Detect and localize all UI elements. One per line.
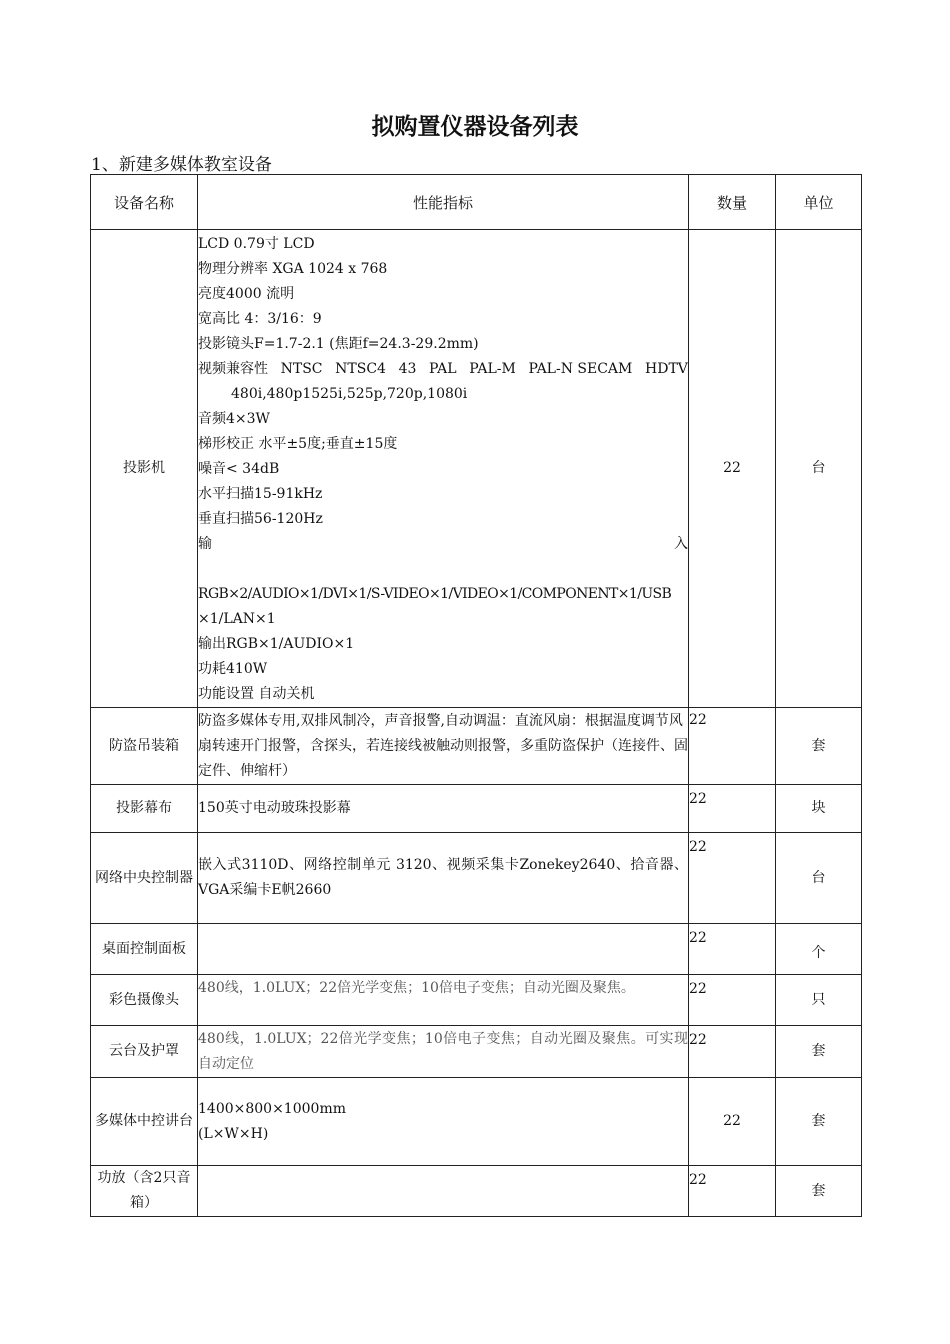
equipment-qty: 22: [689, 924, 776, 975]
section-heading: 1、新建多媒体教室设备: [91, 155, 272, 175]
equipment-unit: 套: [776, 1166, 862, 1217]
table-row: [91, 708, 862, 785]
spec-line: 投影镜头F=1.7-2.1 (焦距f=24.3-29.2mm): [198, 336, 479, 352]
equipment-qty: 22: [689, 1026, 776, 1078]
equipment-name: 功放（含2只音箱）: [91, 1166, 198, 1217]
page-title: 拟购置仪器设备列表: [371, 114, 579, 140]
equipment-unit: 套: [776, 1026, 862, 1078]
spec-line: 垂直扫描56-120Hz: [198, 511, 323, 527]
spec-line: 梯形校正 水平±5度;垂直±15度: [198, 436, 398, 452]
equipment-unit: 个: [776, 924, 862, 975]
equipment-table: [90, 174, 862, 1217]
table-row: [91, 924, 862, 975]
spec-line: 输出RGB×1/AUDIO×1: [198, 636, 355, 652]
spec-word: HDTV: [645, 361, 688, 377]
spec-line: 480i,480p1525i,525p,720p,1080i: [231, 386, 468, 402]
equipment-spec: 防盗多媒体专用,双排风制冷，声音报警,自动调温：直流风扇：根据温度调节风扇转速开门报警，含探头，若连接线被触动则报警，多重防盗保护（连接件、固定件、伸缩杆）: [198, 708, 689, 785]
column-header-spec: 性能指标: [198, 175, 689, 230]
spec-line: [198, 532, 688, 557]
equipment-qty: 22: [689, 1078, 776, 1166]
equipment-qty: 22: [689, 833, 776, 924]
table-row: [91, 833, 862, 924]
equipment-spec: 嵌入式3110D、网络控制单元 3120、视频采集卡Zonekey2640、拾音器、VGA采编卡E帆2660: [198, 833, 689, 924]
equipment-unit: 台: [776, 230, 862, 708]
equipment-unit: 套: [776, 1078, 862, 1166]
table-row: [91, 1166, 862, 1217]
equipment-unit: 块: [776, 785, 862, 833]
spec-word: PAL-N SECAM: [528, 361, 633, 377]
equipment-spec: [198, 230, 689, 708]
spec-line: 1400×800×1000mm: [198, 1100, 346, 1117]
equipment-spec: [198, 1166, 689, 1217]
equipment-name: 桌面控制面板: [91, 924, 198, 975]
equipment-unit: 只: [776, 975, 862, 1026]
spec-line: 音频4×3W: [198, 411, 270, 427]
spec-line: 功能设置 自动关机: [198, 686, 315, 702]
equipment-spec: 480线，1.0LUX；22倍光学变焦；10倍电子变焦；自动光圈及聚焦。: [198, 975, 689, 1026]
table-row: [91, 1078, 862, 1166]
equipment-name: 投影机: [91, 230, 198, 708]
table-header-row: [91, 175, 862, 230]
table-row: [91, 230, 862, 708]
equipment-spec: 480线，1.0LUX；22倍光学变焦；10倍电子变焦；自动光圈及聚焦。可实现自动定位: [198, 1026, 689, 1078]
equipment-qty: 22: [689, 785, 776, 833]
equipment-name: 多媒体中控讲台: [91, 1078, 198, 1166]
spec-word: NTSC: [280, 361, 323, 377]
column-header-unit: 单位: [776, 175, 862, 230]
spec-line: 噪音< 34dB: [198, 461, 280, 477]
table-row: [91, 785, 862, 833]
spec-word: PAL: [429, 361, 457, 377]
table-row: [91, 1026, 862, 1078]
spec-line: [198, 357, 688, 382]
equipment-qty: 22: [689, 708, 776, 785]
equipment-spec: [198, 1078, 689, 1166]
equipment-qty: 22: [689, 1166, 776, 1217]
spec-word: 输: [198, 536, 212, 552]
equipment-unit: 套: [776, 708, 862, 785]
spec-line: 物理分辨率 XGA 1024 x 768: [198, 261, 388, 277]
column-header-name: 设备名称: [91, 175, 198, 230]
equipment-name: 云台及护罩: [91, 1026, 198, 1078]
table-row: [91, 975, 862, 1026]
equipment-name: 投影幕布: [91, 785, 198, 833]
spec-word: PAL-M: [469, 361, 516, 377]
equipment-name: 网络中央控制器: [91, 833, 198, 924]
equipment-qty: 22: [689, 975, 776, 1026]
spec-line: 宽高比 4：3/16：9: [198, 311, 322, 327]
spec-word: 视频兼容性: [198, 361, 268, 377]
spec-word: NTSC4: [335, 361, 386, 377]
spec-line: 亮度4000 流明: [198, 286, 295, 302]
spec-line: LCD 0.79寸 LCD: [198, 236, 315, 252]
spec-line: RGB×2/AUDIO×1/DVI×1/S-VIDEO×1/VIDEO×1/COMPONENT×1/USB: [198, 586, 672, 602]
equipment-spec: [198, 924, 689, 975]
spec-line: ×1/LAN×1: [198, 611, 276, 627]
equipment-name: 彩色摄像头: [91, 975, 198, 1026]
equipment-spec: 150英寸电动玻珠投影幕: [198, 785, 689, 833]
spec-line: 水平扫描15-91kHz: [198, 486, 323, 502]
equipment-unit: 台: [776, 833, 862, 924]
equipment-name: 防盗吊装箱: [91, 708, 198, 785]
spec-word: 43: [398, 361, 417, 377]
column-header-qty: 数量: [689, 175, 776, 230]
spec-line: 功耗410W: [198, 661, 268, 677]
equipment-qty: 22: [689, 230, 776, 708]
spec-line: (L×W×H): [198, 1125, 269, 1142]
spec-word: 入: [674, 536, 688, 552]
